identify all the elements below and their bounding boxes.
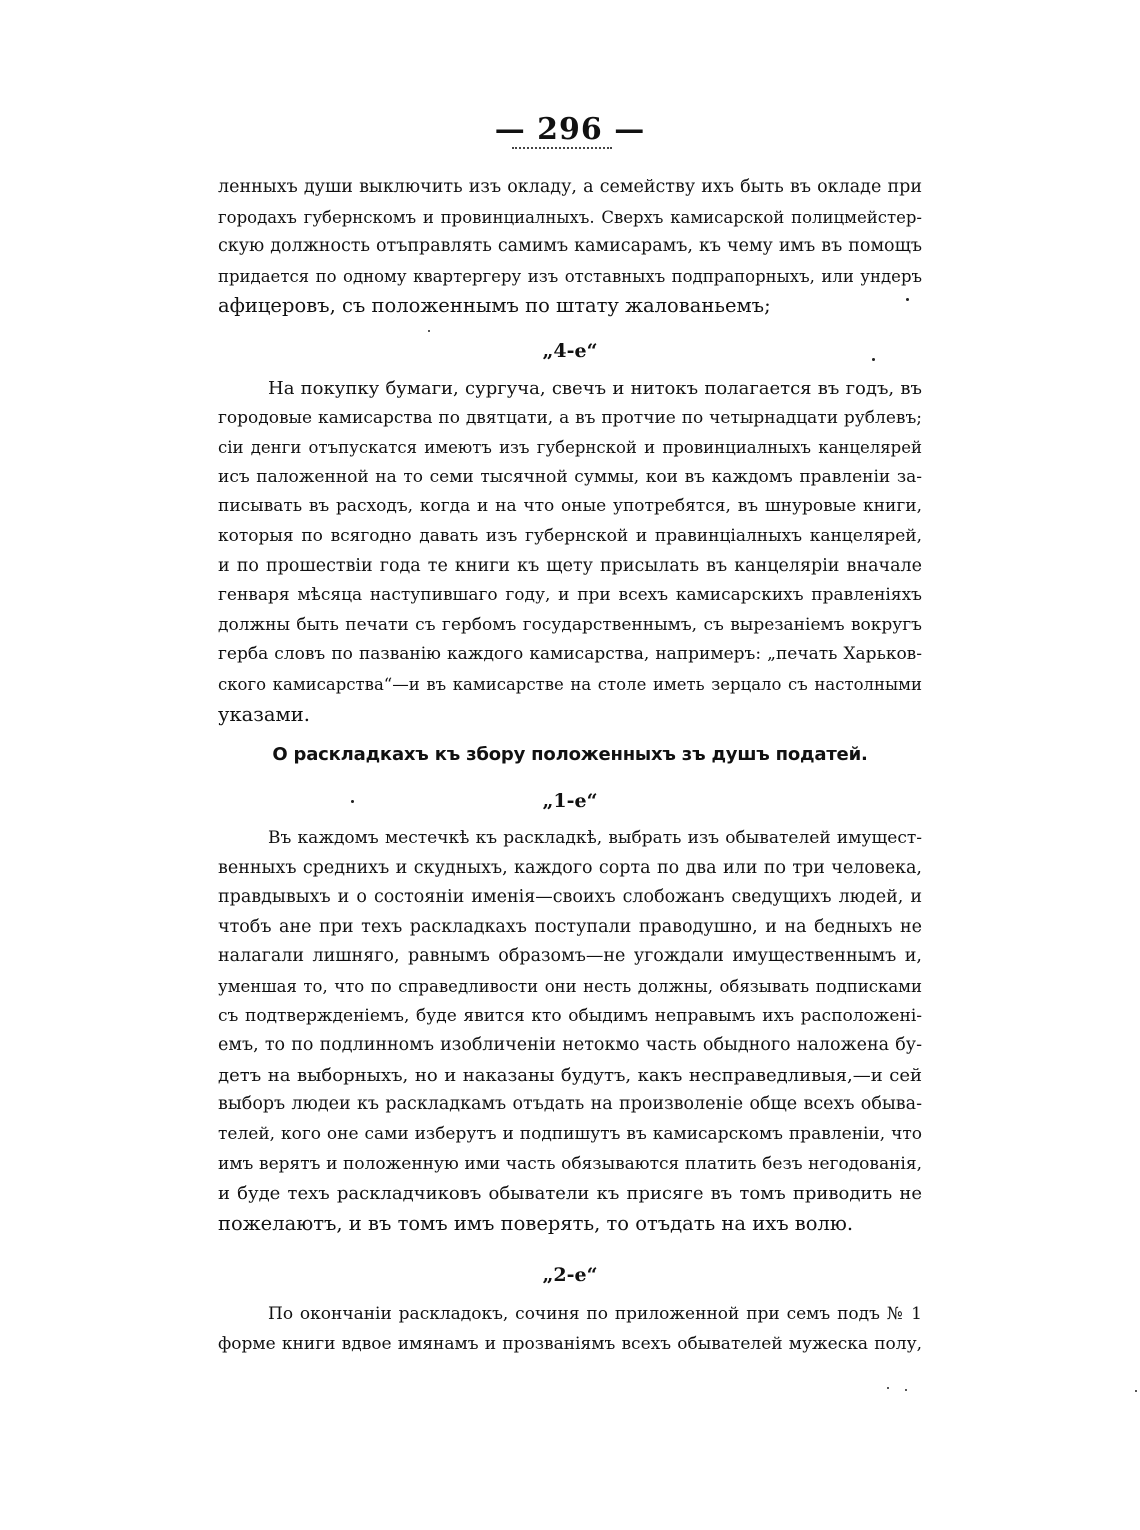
text-line: телей, кого оне сами изберутъ и подпишутъ въ камисарскомъ правленіи, что xyxy=(218,1123,922,1144)
text-line: городовые камисарства по двятцати, а въ протчие по четырнадцати рублевъ; xyxy=(218,407,922,428)
text-line: пожелаютъ, и въ томъ имъ поверять, то отъдать на ихъ волю. xyxy=(218,1211,854,1235)
text-line: скую должность отъправлять самимъ камисарамъ, къ чему имъ въ помощъ xyxy=(218,236,922,257)
text-line: налагали лишняго, равнымъ образомъ—не угождали имущественнымъ и, xyxy=(218,946,922,967)
text-line: Въ каждомъ местечкѣ къ раскладкѣ, выбрать изъ обывателей имущест- xyxy=(268,828,922,848)
text-line: придается по одному квартергеру изъ отставныхъ подпрапорныхъ, или ундеръ xyxy=(218,266,922,286)
page-number-underline xyxy=(512,147,612,149)
section-heading: О раскладкахъ къ збору положенныхъ зъ душъ податей. xyxy=(272,744,868,765)
text-line: ского камисарства“—и въ камисарстве на столе иметь зерцало съ настолными xyxy=(218,674,922,694)
section-label-1: „1-е“ xyxy=(542,790,598,812)
text-line: афицеровъ, съ положеннымъ по штату жалованьемъ; xyxy=(218,294,771,318)
paragraph-2 xyxy=(218,1300,922,1359)
text-line: выборъ людеи къ раскладкамъ отъдать на произволеніе обще всехъ обыва- xyxy=(218,1094,922,1115)
text-line: и буде техъ раскладчиковъ обыватели къ присяге въ томъ приводить не xyxy=(218,1183,922,1205)
text-line: должны быть печати съ гербомъ государственнымъ, съ вырезаніемъ вокругъ xyxy=(218,614,922,635)
scan-speck xyxy=(905,1389,907,1391)
section-label-4: „4-е“ xyxy=(542,340,598,362)
text-line: указами. xyxy=(218,702,310,726)
scan-speck xyxy=(428,330,430,332)
text-line: уменшая то, что по справедливости они несть должны, обязывать подписками xyxy=(218,976,922,996)
section-label-2: „2-е“ xyxy=(542,1264,598,1286)
text-line: городахъ губернскомъ и провинциалныхъ. Сверхъ камисарской полицмейстер- xyxy=(218,207,922,227)
text-line: съ подтвержденіемъ, буде явится кто обыдимъ неправымъ ихъ расположені- xyxy=(218,1005,922,1026)
text-line: которыя по всягодно давать изъ губернской и правинціалныхъ канцелярей, xyxy=(218,525,922,546)
scan-speck xyxy=(1135,1390,1137,1392)
text-line: и по прошествіи года те книги къ щету присылать въ канцеляріи вначале xyxy=(218,555,922,576)
text-line: емъ, то по подлинномъ изобличеніи нетокмо часть обыдного наложена бу- xyxy=(218,1035,922,1056)
text-line: По окончаніи раскладокъ, сочиня по приложенной при семъ подъ № 1 xyxy=(268,1304,922,1324)
text-line: венныхъ среднихъ и скудныхъ, каждого сорта по два или по три человека, xyxy=(218,857,922,878)
text-line: форме книги вдвое имянамъ и прозваніямъ всехъ обывателей мужеска полу, xyxy=(218,1333,922,1354)
text-line: На покупку бумаги, сургуча, свечъ и нитокъ полагается въ годъ, въ xyxy=(268,378,922,399)
scan-speck xyxy=(906,298,909,301)
text-line: писывать въ расходъ, когда и на что оные употребятся, въ шнуровые книги, xyxy=(218,496,922,517)
page-number: — 296 — xyxy=(494,112,646,147)
paragraph-1 xyxy=(218,824,922,1238)
text-line: имъ верятъ и положенную ими часть обязываются платить безъ негодованія, xyxy=(218,1153,922,1174)
text-line: ленныхъ души выключить изъ окладу, а семейству ихъ быть въ окладе при xyxy=(218,177,922,197)
scan-speck xyxy=(887,1387,889,1389)
paragraph-continuation xyxy=(218,173,922,321)
scan-speck xyxy=(872,358,875,361)
text-line: герба словъ по пазванію каждого камисарства, напримеръ: „печать Харьков- xyxy=(218,644,922,665)
text-line: детъ на выборныхъ, но и наказаны будутъ, какъ несправедливыя,—и сей xyxy=(218,1064,922,1086)
text-line: генваря мѣсяца наступившаго году, и при всехъ камисарскихъ правленіяхъ xyxy=(218,585,922,606)
text-line: правдывыхъ и о состояніи именія—своихъ слобожанъ сведущихъ людей, и xyxy=(218,887,922,908)
paragraph-4 xyxy=(218,374,922,729)
text-line: исъ паложенной на то семи тысячной суммы, кои въ каждомъ правленіи за- xyxy=(218,466,922,487)
text-line: сіи денги отъпускатся имеютъ изъ губернской и провинциалныхъ канцелярей xyxy=(218,438,922,458)
text-line: чтобъ ане при техъ раскладкахъ поступали праводушно, и на бедныхъ не xyxy=(218,916,922,937)
scan-speck xyxy=(351,800,354,803)
